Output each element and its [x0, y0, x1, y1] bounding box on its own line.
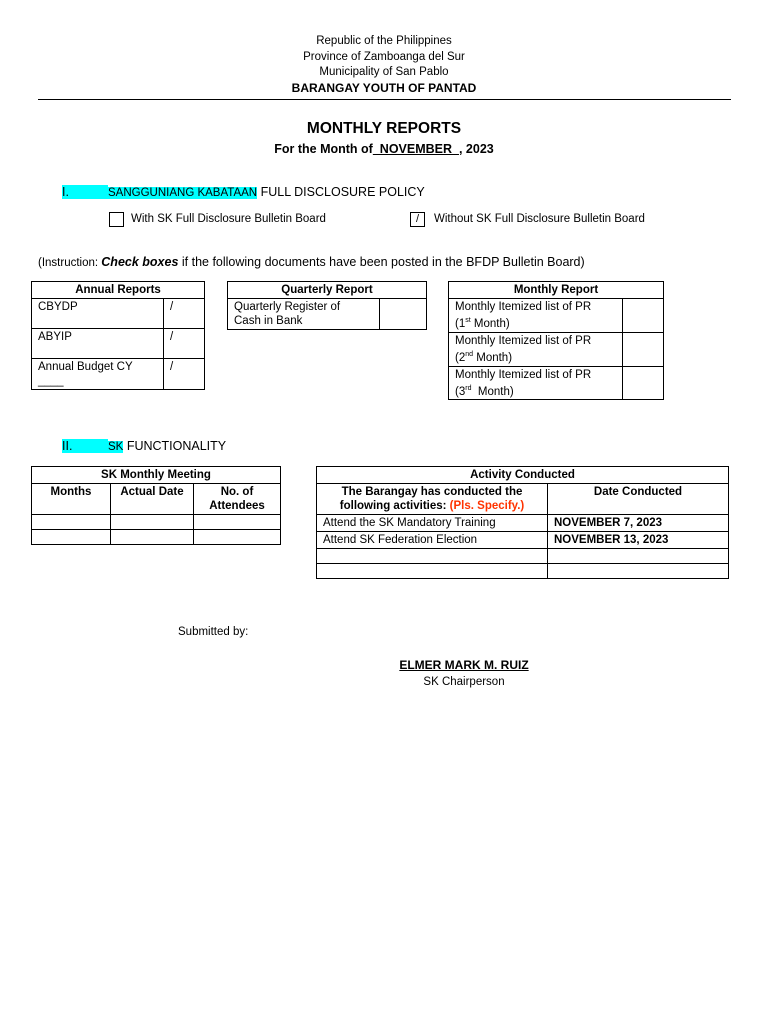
activity-table-header: Activity Conducted	[317, 467, 729, 484]
activity-col-line1: The Barangay has conducted the	[341, 486, 523, 498]
monthly-sup: rd	[465, 384, 472, 392]
monthly-sup: st	[465, 317, 471, 324]
instruction-open: (Instruction:	[38, 257, 102, 269]
table-row	[317, 515, 729, 532]
table-row	[317, 549, 729, 564]
table-row	[228, 299, 427, 330]
header-divider	[38, 99, 731, 100]
checkbox-without-bulletin[interactable]: /	[410, 212, 425, 227]
monthly-label-line1: Monthly Itemized list of PR	[455, 301, 592, 313]
table-row	[32, 530, 281, 545]
monthly-after: Month)	[471, 385, 514, 398]
meeting-col-actual-date: Actual Date	[111, 484, 194, 515]
monthly-row-check[interactable]	[623, 299, 664, 333]
meeting-col-months: Months	[32, 484, 111, 515]
activity-col-date: Date Conducted	[548, 484, 729, 515]
activity-cell[interactable]	[317, 549, 548, 564]
instruction-text	[38, 255, 585, 269]
activity-cell: Attend the SK Mandatory Training	[317, 515, 548, 532]
meeting-cell[interactable]	[194, 515, 281, 530]
meeting-table-header: SK Monthly Meeting	[32, 467, 281, 484]
activity-date-cell[interactable]	[548, 564, 729, 579]
monthly-label-line2: (3rd Month)	[455, 384, 514, 398]
activity-col-activities	[317, 484, 548, 515]
section2-heading	[62, 439, 226, 453]
table-row	[32, 329, 205, 359]
section1-heading	[62, 185, 425, 199]
monthly-after: Month)	[470, 317, 510, 330]
activity-date-cell: NOVEMBER 7, 2023	[548, 515, 729, 532]
quarterly-report-header: Quarterly Report	[228, 282, 427, 299]
monthly-label-line1: Monthly Itemized list of PR	[455, 334, 592, 347]
annual-reports-header: Annual Reports	[32, 282, 205, 299]
table-row	[317, 564, 729, 579]
month-value: NOVEMBER	[372, 142, 459, 156]
instruction-rest: if the following documents have been posted in the BFDP Bulletin Board)	[178, 255, 585, 269]
checkbox-with-bulletin[interactable]	[109, 212, 124, 227]
header-line-barangay: BARANGAY YOUTH OF PANTAD	[291, 80, 477, 95]
monthly-report-header: Monthly Report	[449, 282, 664, 299]
annual-reports-table	[31, 281, 205, 390]
signatory-name: ELMER MARK M. RUIZ	[399, 658, 529, 672]
header-block	[0, 34, 768, 97]
annual-row-label: Annual Budget CY ____	[32, 359, 164, 390]
table-row	[32, 299, 205, 329]
page-title: MONTHLY REPORTS	[306, 120, 462, 137]
table-row	[32, 515, 281, 530]
label-without-bulletin: Without SK Full Disclosure Bulletin Board	[434, 213, 645, 225]
table-row	[449, 299, 664, 333]
meeting-cell[interactable]	[111, 515, 194, 530]
section2-number: II.	[62, 439, 108, 453]
label-with-bulletin: With SK Full Disclosure Bulletin Board	[131, 213, 326, 225]
monthly-row-check[interactable]	[623, 366, 664, 400]
monthly-report-table	[448, 281, 664, 400]
monthly-after: Month)	[473, 351, 513, 364]
monthly-label-line2: (2nd Month)	[455, 350, 513, 364]
meeting-cell[interactable]	[111, 530, 194, 545]
meeting-col-attendees: No. of Attendees	[194, 484, 281, 515]
quarterly-label-line2: Cash in Bank	[234, 315, 303, 327]
monthly-row-label	[449, 299, 623, 333]
quarterly-row-label	[228, 299, 380, 330]
section1-number: I.	[62, 185, 108, 199]
monthly-row-label	[449, 366, 623, 400]
activity-conducted-table	[316, 466, 729, 579]
table-row	[449, 332, 664, 366]
monthly-label-line2: (1st Month)	[455, 317, 510, 330]
activity-cell[interactable]	[317, 564, 548, 579]
annual-row-check[interactable]: /	[164, 299, 205, 329]
month-prefix: For the Month of	[274, 142, 373, 156]
table-row	[317, 532, 729, 549]
table-row	[32, 359, 205, 390]
quarterly-label-line1: Quarterly Register of	[234, 301, 341, 313]
quarterly-report-table	[227, 281, 427, 330]
annual-row-check[interactable]: /	[164, 359, 205, 390]
section1-title-rest: FULL DISCLOSURE POLICY	[257, 185, 425, 199]
submitted-by-label: Submitted by:	[178, 626, 249, 638]
section2-title-rest: FUNCTIONALITY	[123, 439, 227, 453]
monthly-num: 1	[458, 317, 466, 330]
activity-cell: Attend SK Federation Election	[317, 532, 548, 549]
quarterly-row-check[interactable]	[380, 299, 427, 330]
meeting-cell[interactable]	[194, 530, 281, 545]
meeting-cell[interactable]	[32, 515, 111, 530]
monthly-row-label	[449, 332, 623, 366]
month-suffix: , 2023	[458, 142, 494, 156]
monthly-num: 2	[458, 351, 466, 364]
meeting-cell[interactable]	[32, 530, 111, 545]
report-month-line	[0, 142, 768, 156]
header-line-republic: Republic of the Philippines	[316, 35, 452, 47]
monthly-row-check[interactable]	[623, 332, 664, 366]
annual-row-check[interactable]: /	[164, 329, 205, 359]
header-line-municipality: Municipality of San Pablo	[319, 66, 449, 78]
annual-row-label: CBYDP	[32, 299, 164, 329]
table-row	[449, 366, 664, 400]
annual-row-label: ABYIP	[32, 329, 164, 359]
activity-col-note: (Pls. Specify.)	[449, 500, 525, 512]
section1-title-highlight: SANGGUNIANG KABATAAN	[108, 187, 258, 199]
sk-monthly-meeting-table	[31, 466, 281, 545]
activity-col-line2-text: following activities:	[339, 500, 450, 512]
activity-date-cell: NOVEMBER 13, 2023	[548, 532, 729, 549]
activity-date-cell[interactable]	[548, 549, 729, 564]
monthly-sup: nd	[465, 350, 474, 358]
section2-title-highlight: SK	[108, 441, 124, 453]
header-line-province: Province of Zamboanga del Sur	[303, 50, 465, 63]
activity-col-line2	[320, 499, 544, 513]
signatory-position: SK Chairperson	[423, 676, 505, 688]
monthly-num: 3	[458, 385, 466, 398]
instruction-emphasis: Check boxes	[101, 255, 179, 269]
monthly-label-line1: Monthly Itemized list of PR	[455, 368, 592, 381]
